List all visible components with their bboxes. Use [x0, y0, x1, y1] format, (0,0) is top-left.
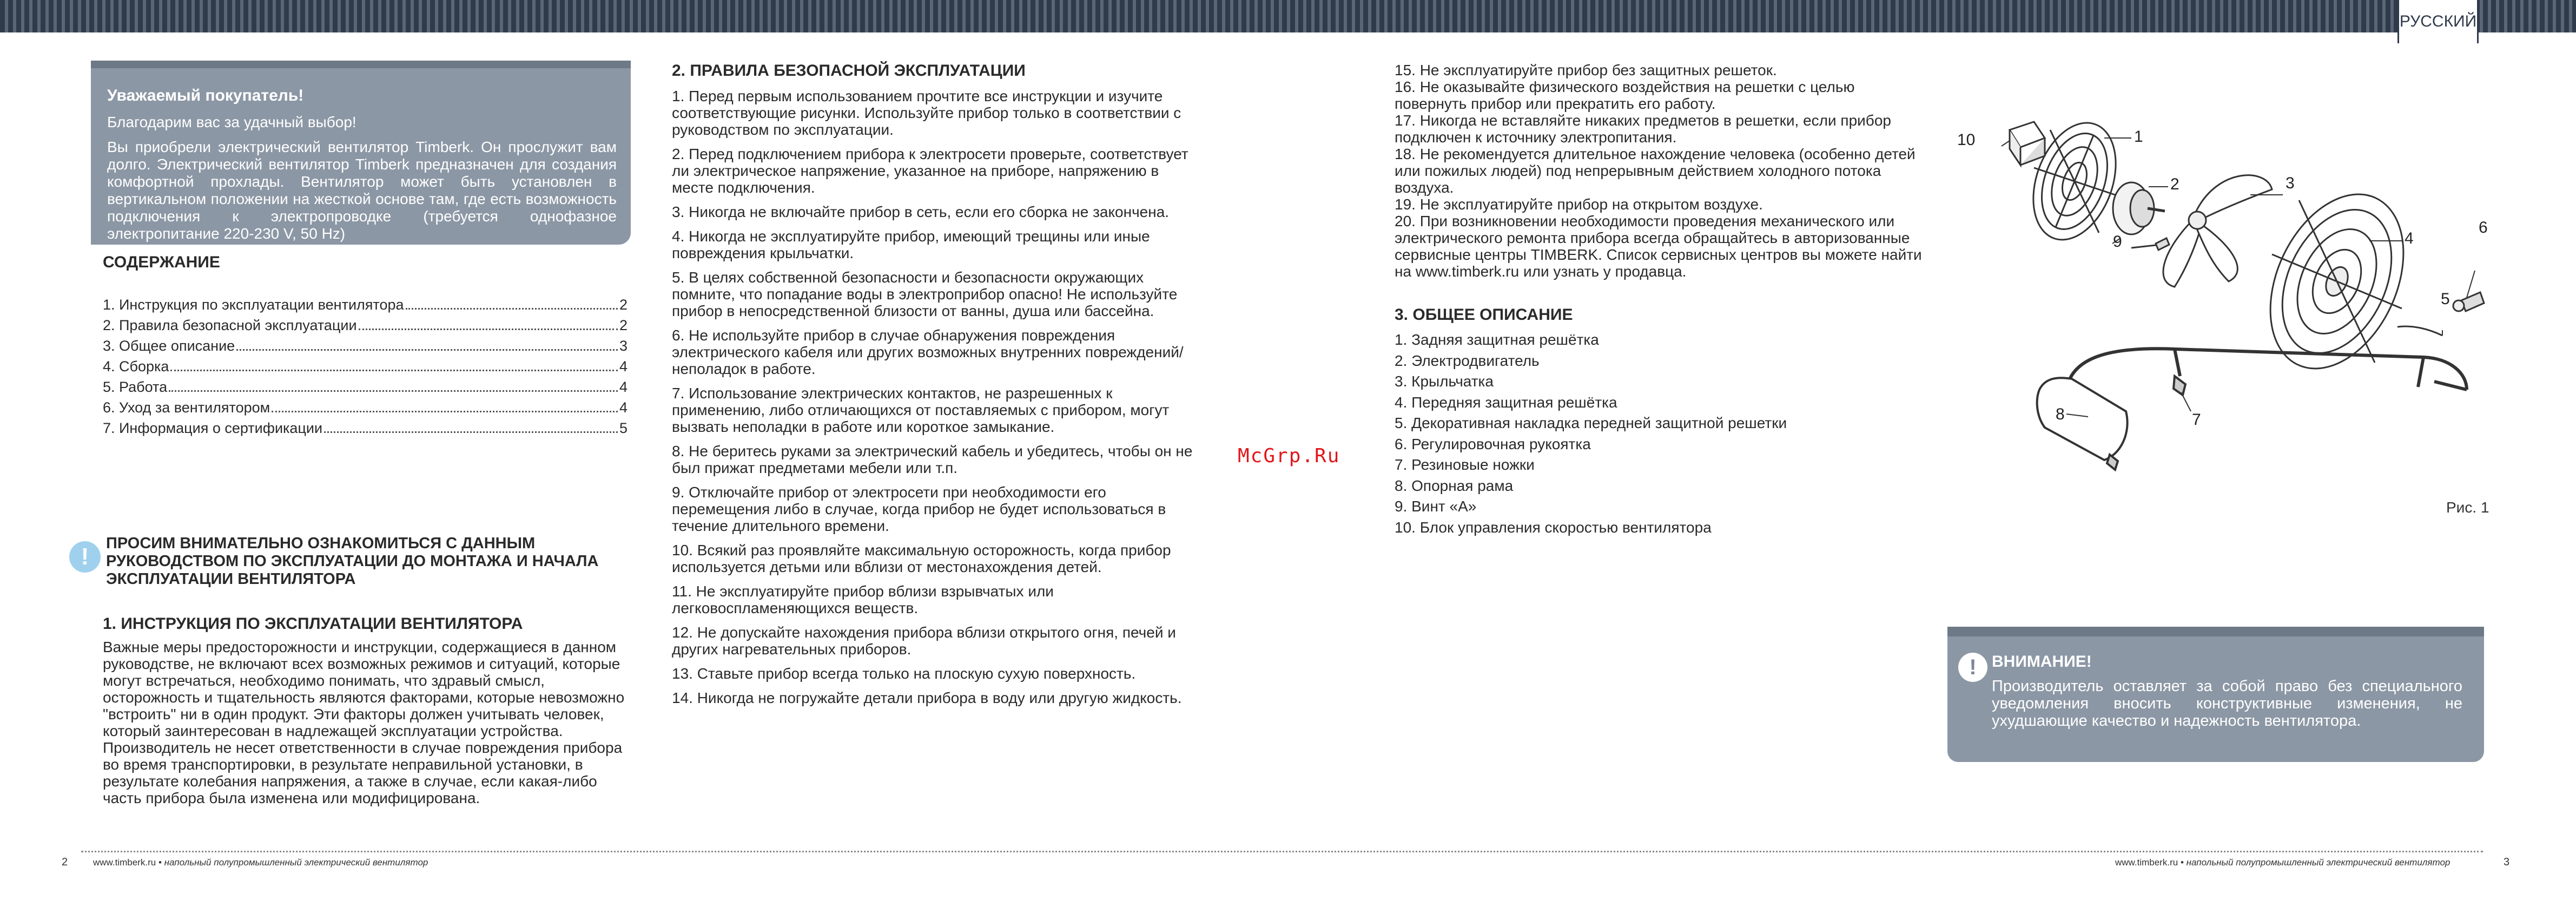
notice-text: ПРОСИМ ВНИМАТЕЛЬНО ОЗНАКОМИТЬСЯ С ДАННЫМ РУКОВОДСТВОМ ПО ЭКСПЛУАТАЦИИ ДО МОНТАЖА И НАЧАЛА ЭКСПЛУАТАЦИИ ВЕНТИЛЯТОРА	[106, 535, 599, 588]
section-2-continued	[1395, 62, 1925, 538]
greeting-panel	[91, 61, 631, 245]
language-tab	[2397, 0, 2479, 43]
toc-item[interactable]	[103, 294, 628, 315]
toc-item-page: 4	[619, 399, 628, 416]
decorative-cover	[2397, 326, 2442, 336]
toc-item-page: 2	[619, 297, 628, 313]
part-item: 10. Блок управления скоростью вентилятора	[1395, 518, 1712, 536]
callout-9: 9	[2113, 233, 2122, 251]
footer-left: www.timberk.ru • напольный полупромышленный электрический вентилятор	[93, 857, 428, 868]
toc-leader	[236, 336, 618, 351]
toc-item-label: 6. Уход за вентилятором	[103, 399, 270, 416]
page-number-right: 3	[2504, 856, 2510, 868]
toc-item[interactable]	[103, 397, 628, 418]
footer-tagline: напольный полупромышленный электрический вентилятор	[164, 857, 428, 868]
section-1-body: Важные меры предосторожности и инструкции, содержащиеся в данном руководстве, не включают всех возможных режимов и ситуаций, которые могут встречаться, необходимо понимать, что здравый смысл, осторожность и тщательность являются факторами, которые невозможно "встроить" ни в один продукт. Эти факторы должен учитывать человек, который заинтересован в надлежащей эксплуатации устройства. Производитель не несет ответственности в случае повреждения прибора во время транспортировки, в результате неправильной установки, в результате колебания напряжения, а также в случае, если какая-либо часть прибора была изменена или модифицирована.	[103, 639, 625, 806]
safety-rule: 17. Никогда не вставляйте никаких предметов в решетки, если прибор подключен к источнику электропитания.	[1395, 112, 1891, 146]
adjustment-knob	[2453, 292, 2484, 311]
safety-rule: 16. Не оказывайте физического воздействия на решетки с целью повернуть прибор или прекратить его работу.	[1395, 78, 1855, 112]
figure-caption: Рис. 1	[2446, 499, 2489, 516]
safety-rule: 14. Никогда не погружайте детали прибора в воду или другую жидкость.	[672, 689, 1182, 706]
greeting-thanks: Благодарим вас за удачный выбор!	[107, 114, 356, 130]
warning-icon: !	[1958, 653, 1987, 682]
part-item: 8. Опорная рама	[1395, 477, 1514, 494]
part-item: 5. Декоративная накладка передней защитной решетки	[1395, 415, 1787, 431]
safety-rule: 3. Никогда не включайте прибор в сеть, если его сборка не закончена.	[672, 203, 1170, 220]
toc-item[interactable]	[103, 336, 628, 356]
callout-7: 7	[2192, 411, 2201, 429]
section-1	[103, 615, 633, 806]
language-label: РУССКИЙ	[2399, 12, 2477, 30]
toc-leader	[272, 397, 618, 412]
part-item: 6. Регулировочная рукоятка	[1395, 435, 1591, 452]
toc-item-page: 2	[619, 317, 628, 333]
part-item: 1. Задняя защитная решётка	[1395, 331, 1599, 348]
exclamation-icon: !	[69, 541, 101, 573]
safety-rule: 6. Не используйте прибор в случае обнаружения повреждения электрического кабеля или других возможных внутренних повреждений/неполадок в работе.	[672, 327, 1184, 377]
toc-leader	[406, 294, 618, 310]
part-item: 9. Винт «А»	[1395, 498, 1477, 515]
callout-3: 3	[2286, 174, 2295, 192]
part-item: 2. Электродвигатель	[1395, 352, 1540, 369]
section-2	[672, 62, 1202, 714]
callout-8: 8	[2056, 405, 2065, 423]
greeting-title: Уважаемый покупатель!	[107, 87, 304, 104]
toc-item[interactable]	[103, 356, 628, 377]
callout-4: 4	[2405, 229, 2414, 247]
safety-rule: 7. Использование электрических контактов, не разрешенных к применению, либо отличающихся от поставляемых с прибором, могут вызвать неполадки в работе или короткое замыкание.	[672, 385, 1170, 435]
page-number-left: 2	[62, 856, 68, 868]
screw-a	[2131, 238, 2169, 250]
safety-rule: 8. Не беритесь руками за электрический кабель и убедитесь, чтобы он не был прижат предметами мебели или т.п.	[672, 443, 1193, 476]
section-2-title: 2. ПРАВИЛА БЕЗОПАСНОЙ ЭКСПЛУАТАЦИИ	[672, 62, 1026, 80]
toc-item-label: 7. Информация о сертификации	[103, 420, 323, 436]
table-of-contents	[103, 294, 628, 438]
support-frame	[2037, 349, 2467, 460]
safety-rule: 19. Не эксплуатируйте прибор на открытом воздухе.	[1395, 196, 1763, 213]
callout-10: 10	[1957, 131, 1976, 149]
safety-rule: 2. Перед подключением прибора к электросети проверьте, соответствует ли электрическое напряжение, указанное на приборе, напряжению в месте подключения.	[672, 146, 1188, 196]
greeting-body: Вы приобрели электрический вентилятор Timberk. Он прослужит вам долго. Электрический вентилятор Timberk предназначен для создания комфортной прохлады. Вентилятор может быть установлен в вертикальном положении на жесткой основе там, где есть возможность подключения к электропроводке (требуется однофазное электропитание 220-230 V, 50 Hz)	[107, 139, 617, 242]
part-item: 4. Передняя защитная решётка	[1395, 393, 1617, 411]
warning-panel	[1947, 627, 2484, 762]
fan-exploded-diagram	[1947, 108, 2488, 530]
safety-rule: 5. В целях собственной безопасности и безопасности окружающих помните, что попадание воды в электроприбор опасно! Не используйте прибор в непосредственной близости от ванны, душа или бассейна.	[672, 269, 1178, 319]
safety-rule: 18. Не рекомендуется длительное нахождение человека (особенно детей или пожилых людей) под непрерывным действием холодного потока воздуха.	[1395, 146, 1916, 196]
toc-item[interactable]	[103, 418, 628, 438]
safety-rule: 15. Не эксплуатируйте прибор без защитных решеток.	[1395, 62, 1777, 78]
fan-blade	[2163, 175, 2272, 287]
motor	[2113, 182, 2165, 234]
footer-right: www.timberk.ru • напольный полупромышленный электрический вентилятор	[2115, 857, 2450, 868]
toc-item-page: 5	[619, 420, 628, 436]
callout-1: 1	[2134, 128, 2143, 146]
warning-title: ВНИМАНИЕ!	[1992, 653, 2092, 671]
safety-rule: 20. При возникновении необходимости проведения механического или электрического ремонта прибора всегда обращайтесь в авторизованные сервисные центры TIMBERK. Список сервисных центров вы можете найти на www.timberk.ru или узнать у продавца.	[1395, 213, 1922, 280]
callout-2: 2	[2170, 175, 2179, 193]
top-stripe-bar	[0, 0, 2576, 32]
toc-item-label: 1. Инструкция по эксплуатации вентилятора	[103, 297, 404, 313]
toc-leader	[324, 418, 618, 433]
section-3-title: 3. ОБЩЕЕ ОПИСАНИЕ	[1395, 306, 1573, 324]
safety-rule: 10. Всякий раз проявляйте максимальную осторожность, когда прибор используется детьми или вблизи от местонахождения детей.	[672, 542, 1171, 575]
callout-5: 5	[2441, 290, 2450, 308]
part-item: 7. Резиновые ножки	[1395, 456, 1535, 473]
watermark: McGrp.Ru	[1238, 445, 1340, 467]
footer-divider	[81, 851, 2483, 852]
toc-item-label: 3. Общее описание	[103, 338, 235, 354]
toc-item-label: 5. Работа	[103, 379, 168, 395]
toc-item[interactable]	[103, 315, 628, 336]
safety-rule: 1. Перед первым использованием прочтите все инструкции и изучите соответствующие рисунки. Используйте прибор только в соответствии с руководством по эксплуатации.	[672, 88, 1181, 138]
safety-rule: 12. Не допускайте нахождения прибора вблизи открытого огня, печей и других нагревательных приборов.	[672, 624, 1176, 658]
section-1-title: 1. ИНСТРУКЦИЯ ПО ЭКСПЛУАТАЦИИ ВЕНТИЛЯТОРА	[103, 615, 523, 633]
safety-rule: 9. Отключайте прибор от электросети при необходимости его перемещения либо в случае, когда прибор не будет использоваться в течение длительного времени.	[672, 484, 1166, 534]
toc-title: СОДЕРЖАНИЕ	[103, 253, 220, 271]
safety-rule: 4. Никогда не эксплуатируйте прибор, имеющий трещины или иные повреждения крыльчатки.	[672, 228, 1150, 261]
footer-site: www.timberk.ru	[2115, 857, 2178, 868]
footer-tagline: напольный полупромышленный электрический вентилятор	[2186, 857, 2450, 868]
warning-body: Производитель оставляет за собой право без специального уведомления вносить конструктивные изменения, не ухудшающие качество и надежность вентилятора.	[1992, 678, 2462, 730]
safety-rule: 13. Ставьте прибор всегда только на плоскую сухую поверхность.	[672, 665, 1136, 682]
part-item: 3. Крыльчатка	[1395, 373, 1494, 390]
toc-item-page: 4	[619, 358, 628, 375]
toc-item-label: 2. Правила безопасной эксплуатации	[103, 317, 357, 333]
toc-leader	[170, 356, 618, 371]
toc-item-page: 4	[619, 379, 628, 395]
toc-item-label: 4. Сборка	[103, 358, 169, 375]
toc-item[interactable]	[103, 377, 628, 397]
footer-site: www.timberk.ru	[93, 857, 156, 868]
toc-leader	[169, 377, 618, 392]
speed-control-block	[2010, 122, 2045, 165]
callout-6: 6	[2479, 219, 2488, 237]
toc-item-page: 3	[619, 338, 628, 354]
safety-rule: 11. Не эксплуатируйте прибор вблизи взрывчатых или легковоспламеняющихся веществ.	[672, 583, 1054, 616]
toc-leader	[359, 315, 618, 330]
